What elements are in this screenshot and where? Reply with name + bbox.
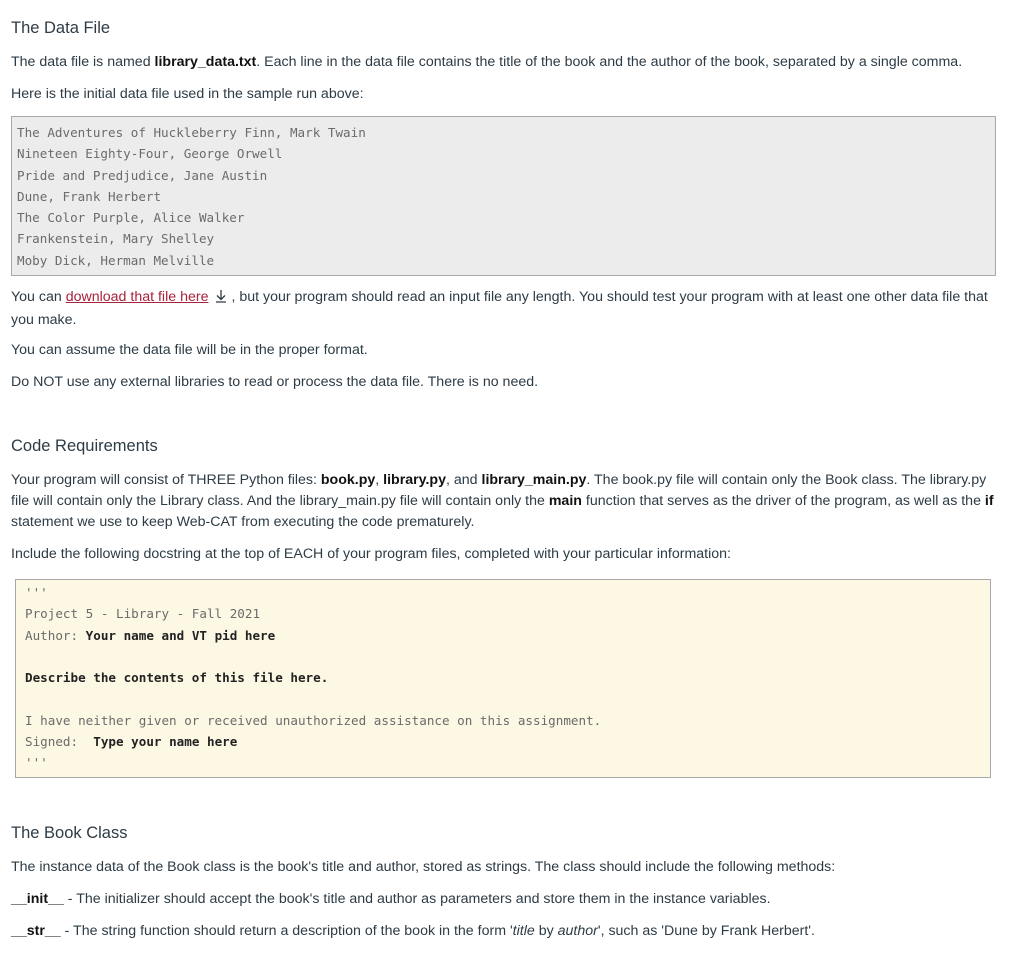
code-requirements-paragraph: Your program will consist of THREE Python files: book.py, library.py, and library_main.py. The book.py file will contain only the Book class. The library.py file will contain only the Library class. And the library_main.py file will contain only the main function that serves as the driver of the program, as well as the if statement we use to keep Web-CAT from executing the code prematurely. bbox=[11, 472, 994, 530]
code-line: The Adventures of Huckleberry Finn, Mark Twain bbox=[17, 125, 366, 140]
docstring-intro: Include the following docstring at the top of EACH of your program files, completed with your particular information: bbox=[11, 546, 731, 562]
init-method-name: __init__ bbox=[11, 891, 64, 907]
initial-file-intro: Here is the initial data file used in the sample run above: bbox=[11, 86, 364, 102]
code-line: Describe the contents of this file here. bbox=[25, 670, 329, 686]
code-line: Pride and Predjudice, Jane Austin bbox=[17, 167, 268, 183]
code-line: Dune, Frank Herbert bbox=[17, 188, 162, 204]
code-line: ''' bbox=[25, 585, 48, 600]
code-requirements-heading: Code Requirements bbox=[11, 437, 158, 455]
str-method-name: __str__ bbox=[11, 923, 61, 939]
code-line: Signed: Type your name here bbox=[25, 734, 238, 750]
download-link[interactable]: download that file here bbox=[65, 289, 209, 305]
download-icon[interactable] bbox=[214, 289, 228, 310]
data-file-heading: The Data File bbox=[11, 19, 111, 37]
no-libraries-note: Do NOT use any external libraries to read or process the data file. There is no need. bbox=[11, 374, 539, 390]
data-file-code-block bbox=[11, 116, 996, 276]
download-paragraph: You can download that file here , but your program should read an input file any length. You should test your program with at least one other data file that you make. bbox=[11, 289, 988, 328]
init-method-description: __init__ - The initializer should accept the book's title and author as parameters and store them in the instance variables. bbox=[11, 891, 771, 907]
code-line: ''' bbox=[25, 755, 48, 771]
code-line: Frankenstein, Mary Shelley bbox=[17, 231, 215, 247]
str-method-description: __str__ - The string function should return a description of the book in the form 'title by author', such as 'Dune by Frank Herbert'. bbox=[11, 923, 815, 939]
book-class-paragraph: The instance data of the Book class is the book's title and author, stored as strings. The class should include the following methods: bbox=[11, 859, 836, 875]
code-line: I have neither given or received unauthorized assistance on this assignment. bbox=[25, 712, 602, 728]
book-class-heading: The Book Class bbox=[11, 824, 128, 842]
code-line: Moby Dick, Herman Melville bbox=[17, 252, 215, 268]
code-line: Nineteen Eighty-Four, George Orwell bbox=[17, 146, 283, 162]
file-library-main-py: library_main.py bbox=[481, 472, 587, 488]
data-file-name: library_data.txt bbox=[154, 54, 257, 70]
file-library-py: library.py bbox=[383, 472, 446, 488]
code-line bbox=[25, 688, 981, 709]
code-line: Project 5 - Library - Fall 2021 bbox=[25, 606, 261, 622]
code-line: Author: Your name and VT pid here bbox=[25, 627, 276, 643]
format-note: You can assume the data file will be in the proper format. bbox=[11, 342, 368, 358]
code-line bbox=[25, 646, 981, 667]
file-book-py: book.py bbox=[320, 472, 376, 488]
data-file-paragraph: The data file is named library_data.txt. Each line in the data file contains the title of the book and the author of the book, separated by a single comma. bbox=[11, 54, 963, 70]
code-line: The Color Purple, Alice Walker bbox=[17, 210, 245, 226]
docstring-code-block bbox=[15, 579, 991, 778]
